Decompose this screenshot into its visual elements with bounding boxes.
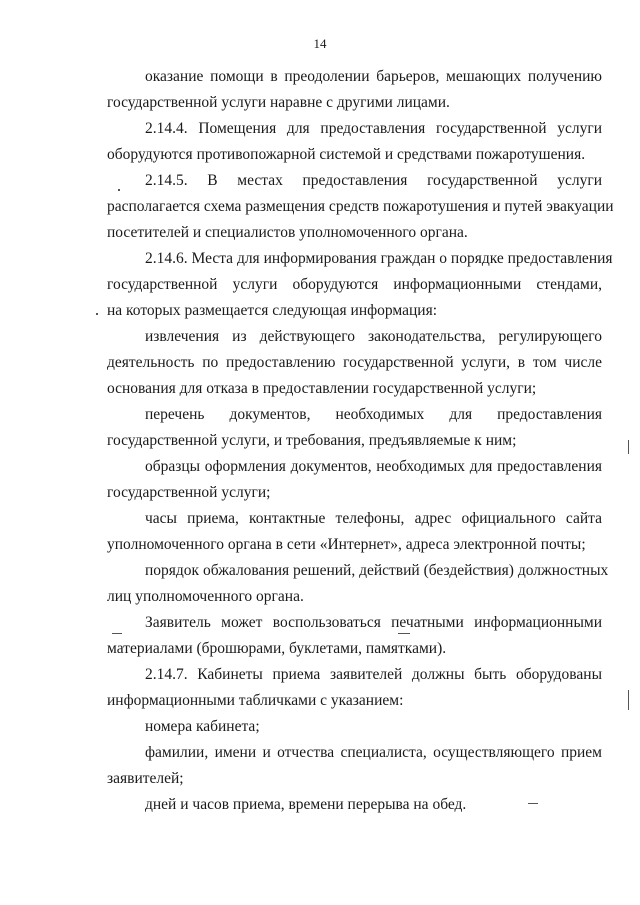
- text-line: фамилии, имени и отчества специалиста, осуществляющего прием: [145, 744, 602, 761]
- text-line: дней и часов приема, времени перерыва на обед.: [145, 796, 467, 813]
- text-line: информационными табличками с указанием:: [107, 692, 404, 709]
- text-line: 2.14.5. В местах предоставления государственной услуги: [145, 172, 602, 189]
- paragraph: [107, 792, 602, 818]
- paragraph: [107, 714, 602, 740]
- paragraph: [107, 506, 602, 558]
- paragraph: [107, 558, 609, 610]
- paragraph: [107, 740, 602, 792]
- text-line: перечень документов, необходимых для предоставления: [145, 406, 602, 423]
- scan-speck: [628, 440, 629, 454]
- text-line: порядок обжалования решений, действий (бездействия) должностных: [145, 562, 609, 579]
- text-line: оборудуются противопожарной системой и средствами пожаротушения.: [107, 146, 586, 163]
- text-line: государственной услуги;: [107, 484, 271, 501]
- text-line: извлечения из действующего законодательства, регулирующего: [145, 328, 602, 345]
- text-line: 2.14.7. Кабинеты приема заявителей должны быть оборудованы: [145, 666, 602, 683]
- scan-speck: [628, 690, 629, 710]
- paragraph: [107, 116, 602, 168]
- text-line: посетителей и специалистов уполномоченного органа.: [107, 224, 468, 241]
- text-line: лиц уполномоченного органа.: [107, 588, 304, 605]
- text-line: образцы оформления документов, необходимых для предоставления: [145, 458, 602, 475]
- text-line: основания для отказа в предоставлении государственной услуги;: [107, 380, 537, 397]
- text-line: часы приема, контактные телефоны, адрес официального сайта: [145, 510, 602, 527]
- text-line: 2.14.4. Помещения для предоставления государственной услуги: [145, 120, 602, 137]
- text-line: деятельность по предоставлению государственной услуги, в том числе: [107, 354, 602, 371]
- text-line: 2.14.6. Места для информирования граждан о порядке предоставления: [145, 250, 613, 267]
- paragraph: [107, 662, 602, 714]
- paragraph: [107, 402, 602, 454]
- paragraph: [107, 324, 602, 402]
- paragraph: [107, 454, 602, 506]
- text-line: государственной услуги, и требования, предъявляемые к ним;: [107, 432, 517, 449]
- paragraph: [107, 610, 602, 662]
- text-line: располагается схема размещения средств пожаротушения и путей эвакуации: [107, 198, 614, 215]
- scan-speck: [112, 633, 122, 634]
- scan-speck: [118, 189, 120, 191]
- text-line: государственной услуги оборудуются информационными стендами,: [107, 276, 602, 293]
- text-line: заявителей;: [107, 770, 184, 787]
- text-line: материалами (брошюрами, буклетами, памятками).: [107, 640, 447, 657]
- scan-speck: [96, 313, 98, 315]
- text-line: уполномоченного органа в сети «Интернет», адреса электронной почты;: [107, 536, 586, 553]
- scan-speck: [528, 803, 538, 804]
- paragraph: [107, 246, 613, 324]
- text-line: государственной услуги наравне с другими лицами.: [107, 94, 450, 111]
- text-line: номера кабинета;: [145, 718, 260, 735]
- scan-speck: [398, 633, 410, 634]
- document-body: [107, 64, 614, 818]
- paragraph: [107, 168, 614, 246]
- page-number: 14: [313, 36, 327, 51]
- text-line: Заявитель может воспользоваться печатными информационными: [145, 614, 602, 631]
- text-line: оказание помощи в преодолении барьеров, мешающих получению: [145, 68, 602, 85]
- text-line: на которых размещается следующая информация:: [107, 302, 438, 319]
- paragraph: [107, 64, 602, 116]
